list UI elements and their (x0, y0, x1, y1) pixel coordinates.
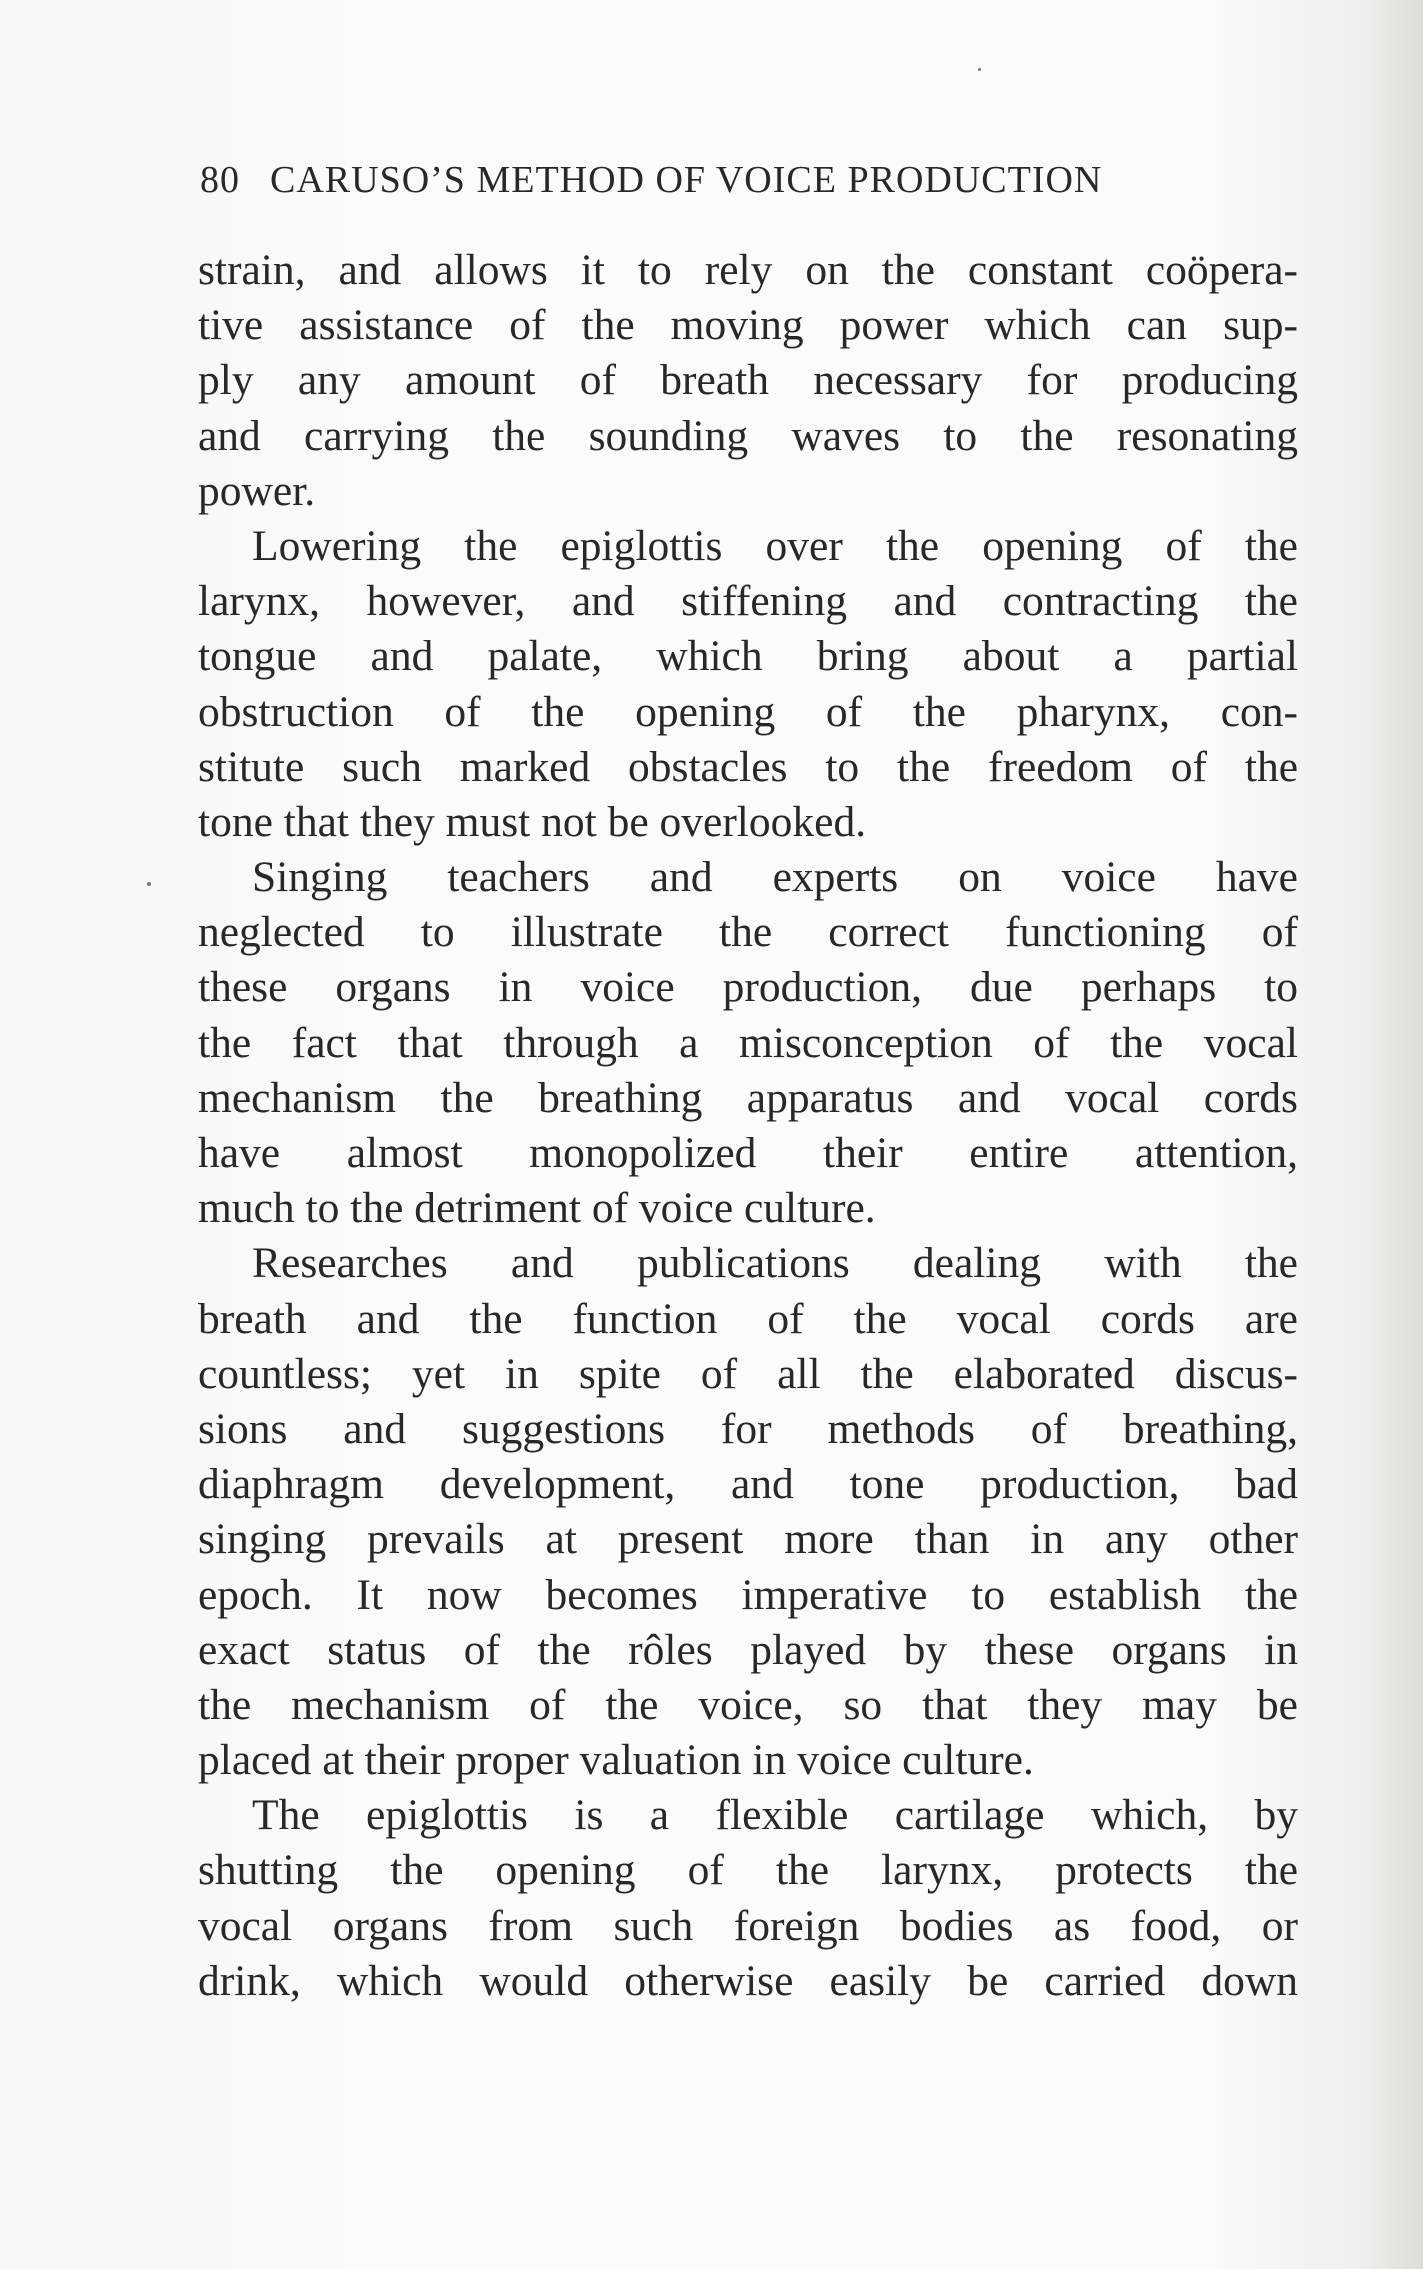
text-line: strain, and allows it to rely on the constant coöpera- (198, 246, 1298, 294)
text-line: Researches and publications dealing with the (252, 1239, 1298, 1288)
text-line: mechanism the breathing apparatus and vocal cords (198, 1073, 1298, 1122)
body-text (198, 243, 1298, 2009)
text-line: the fact that through a misconception of the vocal (198, 1018, 1298, 1067)
text-line: obstruction of the opening of the pharynx, con- (198, 687, 1298, 736)
text-line: ply any amount of breath necessary for producing (198, 356, 1298, 405)
scan-speck (147, 882, 151, 886)
text-line: much to the detriment of voice culture. (198, 1184, 876, 1233)
text-line: these organs in voice production, due perhaps to (198, 963, 1298, 1012)
text-line: and carrying the sounding waves to the resonating (198, 411, 1298, 460)
running-head (200, 150, 1282, 210)
text-line: Lowering the epiglottis over the opening of the (252, 521, 1298, 570)
running-title: CARUSO’S METHOD OF VOICE PRODUCTION (270, 159, 1103, 201)
text-line: tone that they must not be overlooked. (198, 797, 867, 846)
text-line: larynx, however, and stiffening and contracting the (198, 577, 1298, 626)
text-line: breath and the function of the vocal cords are (198, 1294, 1298, 1343)
text-line: the mechanism of the voice, so that they may be (198, 1680, 1298, 1729)
text-line: Singing teachers and experts on voice have (252, 853, 1298, 902)
text-line: diaphragm development, and tone production, bad (198, 1460, 1298, 1509)
text-line: have almost monopolized their entire attention, (198, 1129, 1298, 1177)
text-line: epoch. It now becomes imperative to establish the (198, 1570, 1298, 1619)
text-line: tongue and palate, which bring about a partial (198, 632, 1298, 681)
scan-speck (978, 68, 981, 71)
text-line: placed at their proper valuation in voice culture. (198, 1736, 1034, 1785)
text-line: sions and suggestions for methods of breathing, (198, 1404, 1298, 1453)
text-line: neglected to illustrate the correct functioning of (198, 908, 1298, 957)
text-line: drink, which would otherwise easily be carried down (198, 1956, 1298, 2005)
text-line: vocal organs from such foreign bodies as food, or (198, 1901, 1298, 1950)
page-number: 80 (200, 159, 240, 201)
text-line: singing prevails at present more than in any other (198, 1515, 1298, 1564)
text-line: tive assistance of the moving power which can sup- (198, 301, 1298, 350)
text-line: countless; yet in spite of all the elaborated discus- (198, 1349, 1298, 1398)
text-line: power. (198, 466, 316, 515)
text-line: stitute such marked obstacles to the freedom of the (198, 742, 1298, 791)
text-line: The epiglottis is a flexible cartilage which, by (252, 1791, 1298, 1840)
text-line: exact status of the rôles played by these organs in (198, 1625, 1298, 1674)
text-line: shutting the opening of the larynx, protects the (198, 1846, 1298, 1895)
